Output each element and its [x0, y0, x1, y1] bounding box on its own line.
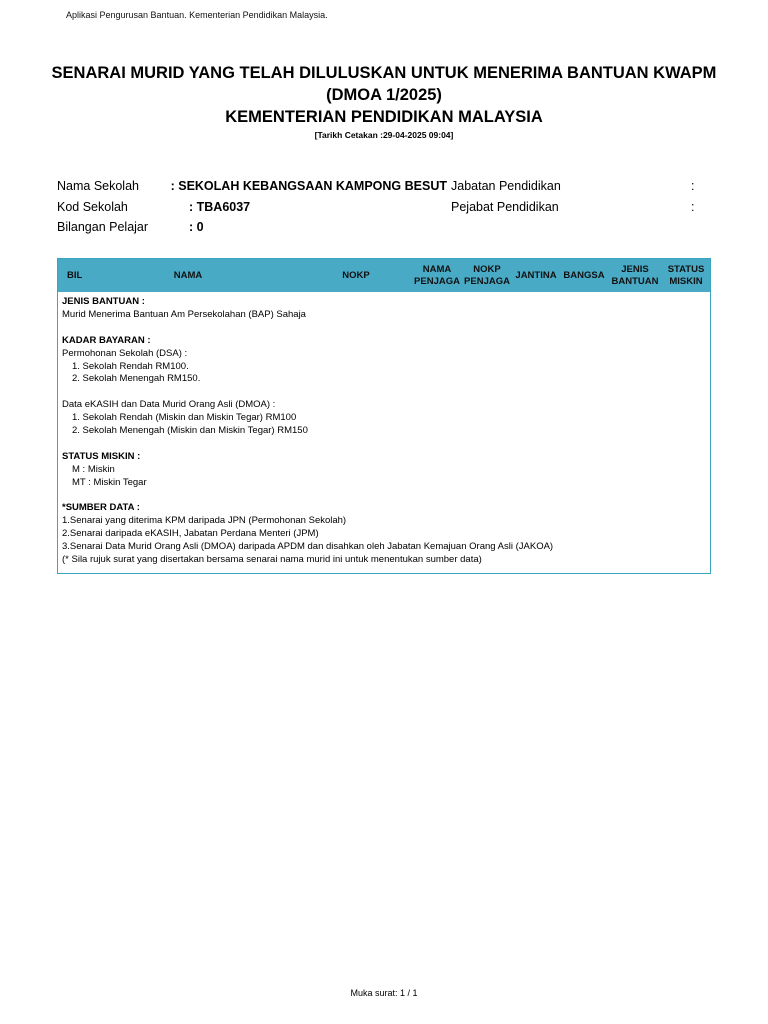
print-date: [Tarikh Cetakan :29-04-2025 09:04]	[314, 130, 454, 140]
sumber-data-item-2: 2.Senarai daripada eKASIH, Jabatan Perdana Menteri (JPM)	[62, 528, 319, 540]
col-nama-penjaga: NAMA PENJAGA	[414, 263, 460, 287]
kadar-bayaran-title: KADAR BAYARAN :	[62, 334, 151, 346]
sumber-data-note: (* Sila rujuk surat yang disertakan bersama senarai nama murid ini untuk menentukan sumber data)	[62, 554, 482, 566]
col-bangsa: BANGSA	[563, 269, 605, 281]
table-notes	[58, 292, 710, 573]
pejabat-pendidikan-row	[451, 197, 701, 218]
kod-sekolah-label: Kod Sekolah	[57, 199, 128, 214]
col-nokp-penjaga: NOKP PENJAGA	[464, 263, 510, 287]
pejabat-pendidikan-label: Pejabat Pendidikan	[451, 199, 559, 214]
kadar-dsa-item-2: 2. Sekolah Menengah RM150.	[72, 373, 201, 385]
table-header	[58, 259, 710, 292]
kadar-dmoa-item-2: 2. Sekolah Menengah (Miskin dan Miskin Tegar) RM150	[72, 425, 308, 437]
jabatan-pendidikan-value: :	[691, 179, 695, 193]
col-jenis-bantuan: JENIS BANTUAN	[611, 263, 659, 287]
title-line-1: SENARAI MURID YANG TELAH DILULUSKAN UNTUK MENERIMA BANTUAN KWAPM	[51, 64, 717, 82]
status-miskin-m: M : Miskin	[72, 463, 115, 475]
col-jantina: JANTINA	[515, 269, 557, 281]
title-line-3: KEMENTERIAN PENDIDIKAN MALAYSIA	[225, 108, 543, 126]
col-bil: BIL	[67, 269, 83, 281]
kadar-dmoa-text: Data eKASIH dan Data Murid Orang Asli (DMOA) :	[62, 399, 276, 411]
kadar-dsa-item-1: 1. Sekolah Rendah RM100.	[72, 360, 189, 372]
bilangan-pelajar-value: : 0	[189, 220, 204, 234]
student-table	[57, 258, 711, 574]
school-info-left	[57, 176, 447, 238]
status-miskin-title: STATUS MISKIN :	[62, 450, 141, 462]
bilangan-pelajar-label: Bilangan Pelajar	[57, 220, 149, 234]
status-miskin-mt: MT : Miskin Tegar	[72, 476, 147, 488]
bilangan-pelajar-row	[57, 217, 447, 238]
school-info-right	[451, 176, 701, 217]
sumber-data-item-3: 3.Senarai Data Murid Orang Asli (DMOA) daripada APDM dan disahkan oleh Jabatan Kemajuan Orang Asli (JAKOA)	[62, 541, 554, 553]
pejabat-pendidikan-value: :	[691, 199, 695, 214]
kadar-dsa-text: Permohonan Sekolah (DSA) :	[62, 347, 188, 359]
nama-sekolah-row	[57, 176, 447, 197]
col-status-miskin: STATUS MISKIN	[667, 263, 705, 287]
kod-sekolah-value: : TBA6037	[189, 199, 251, 214]
page-header: Aplikasi Pengurusan Bantuan. Kementerian Pendidikan Malaysia.	[66, 10, 328, 20]
sumber-data-title: *SUMBER DATA :	[62, 502, 140, 514]
kod-sekolah-row	[57, 197, 447, 218]
nama-sekolah-label: Nama Sekolah	[57, 179, 139, 193]
jenis-bantuan-title: JENIS BANTUAN :	[62, 296, 145, 307]
jabatan-pendidikan-label: Jabatan Pendidikan	[451, 179, 561, 193]
page-number: Muka surat: 1 / 1	[350, 988, 418, 998]
kadar-dmoa-item-1: 1. Sekolah Rendah (Miskin dan Miskin Tegar) RM100	[72, 412, 297, 424]
jenis-bantuan-text: Murid Menerima Bantuan Am Persekolahan (BAP) Sahaja	[62, 308, 306, 320]
sumber-data-item-1: 1.Senarai yang diterima KPM daripada JPN (Permohonan Sekolah)	[62, 515, 347, 527]
col-nama: NAMA	[173, 269, 203, 281]
title-line-2: (DMOA 1/2025)	[326, 86, 442, 104]
title-block	[0, 62, 768, 141]
col-nokp: NOKP	[342, 269, 370, 281]
jabatan-pendidikan-row	[451, 176, 701, 197]
nama-sekolah-value: : SEKOLAH KEBANGSAAN KAMPONG BESUT	[170, 179, 447, 193]
